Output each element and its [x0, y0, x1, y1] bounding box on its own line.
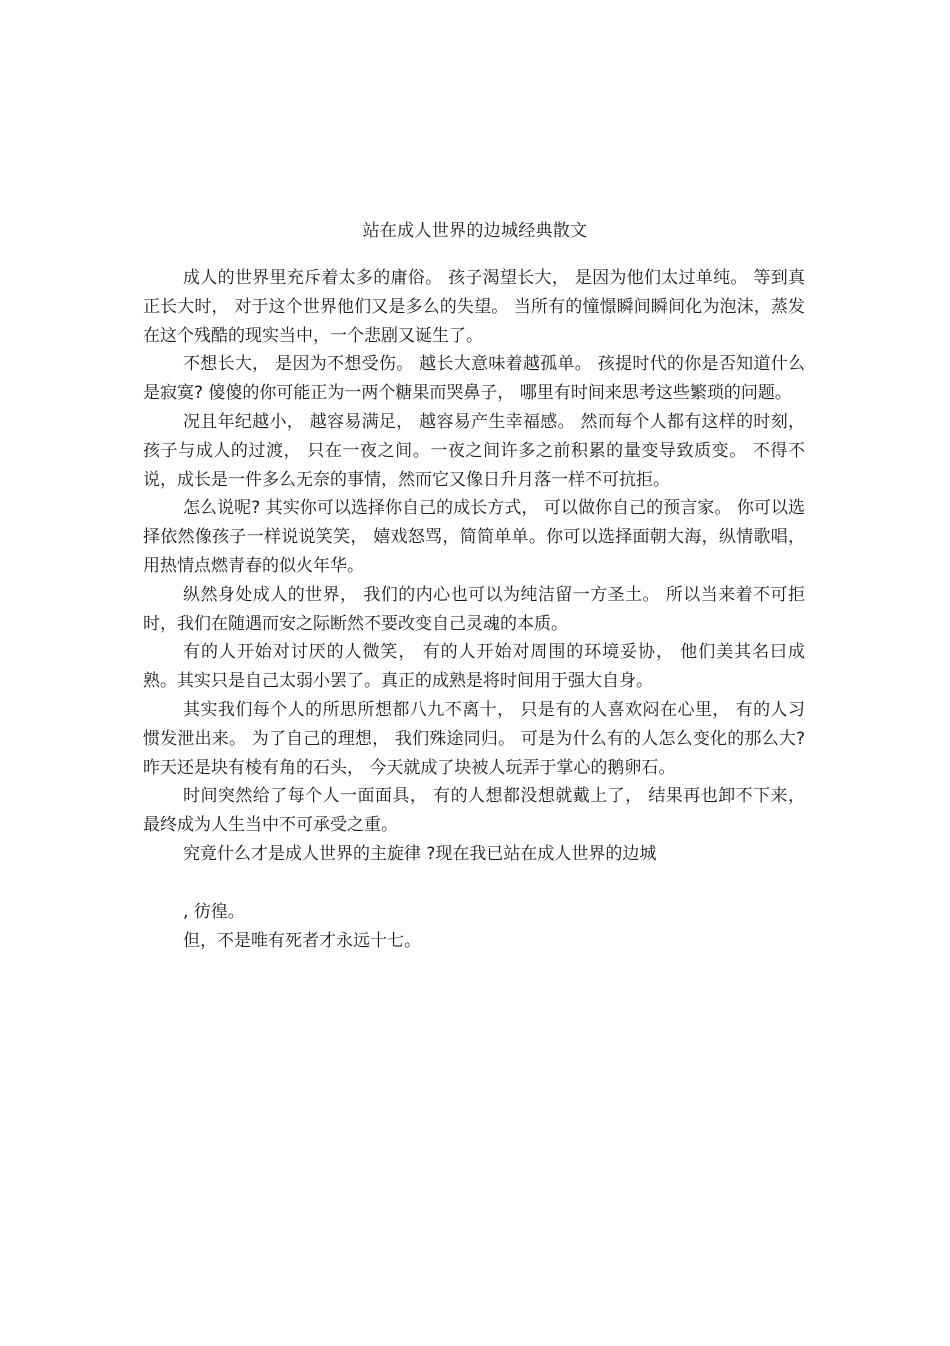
document-title: 站在成人世界的边城经典散文 [362, 221, 588, 241]
tail-line: , 彷徨。 [183, 901, 245, 922]
paragraph: 不想长大， 是因为不想受伤。 越长大意味着越孤单。 孩提时代的你是否知道什么是寂寞? 傻傻的你可能正为一两个糖果而哭鼻子， 哪里有时间来思考这些繁琐的问题。 [143, 354, 805, 404]
paragraph: 其实我们每个人的所思所想都八九不离十， 只是有的人喜欢闷在心里， 有的人习惯发泄出来。 为了自己的理想， 我们殊途同归。 可是为什么有的人怎么变化的那么大? 昨天还是块有棱有角的石头， 今天就成了块被人玩弄于掌心的鹅卵石。 [143, 699, 805, 778]
paragraph: 究竟什么才是成人世界的主旋律 ?现在我已站在成人世界的边城 [183, 843, 657, 864]
paragraph: 有的人开始对讨厌的人微笑， 有的人开始对周围的环境妥协， 他们美其名曰成熟。其实只是自己太弱小罢了。真正的成熟是将时间用于强大自身。 [143, 642, 805, 692]
paragraph: 况且年纪越小， 越容易满足， 越容易产生幸福感。 然而每个人都有这样的时刻，孩子与成人的过渡， 只在一夜之间。一夜之间许多之前积累的量变导致质变。 不得不说，成长是一件多么无奈的事情，然而它又像日升月落一样不可抗拒。 [143, 411, 805, 490]
paragraph: 成人的世界里充斥着太多的庸俗。 孩子渴望长大， 是因为他们太过单纯。 等到真正长大时， 对于这个世界他们又是多么的失望。 当所有的憧憬瞬间瞬间化为泡沫，蒸发在这个残酷的现实当中，一个悲剧又诞生了。 [143, 268, 805, 346]
paragraph-gap [143, 869, 805, 898]
paragraph: 时间突然给了每个人一面面具， 有的人想都没想就戴上了， 结果再也卸不下来，最终成为人生当中不可承受之重。 [143, 786, 805, 836]
paragraph: 怎么说呢? 其实你可以选择你自己的成长方式， 可以做你自己的预言家。 你可以选择依然像孩子一样说说笑笑， 嬉戏怒骂，简简单单。你可以选择面朝大海，纵情歌唱，用热情点燃青春的似火年华。 [143, 498, 805, 576]
tail-line: 但，不是唯有死者才永远十七。 [183, 930, 421, 951]
paragraph: 纵然身处成人的世界， 我们的内心也可以为纯洁留一方圣土。 所以当来着不可拒时，我们在随遇而安之际断然不要改变自己灵魂的本质。 [143, 584, 805, 634]
document-body [143, 264, 805, 955]
